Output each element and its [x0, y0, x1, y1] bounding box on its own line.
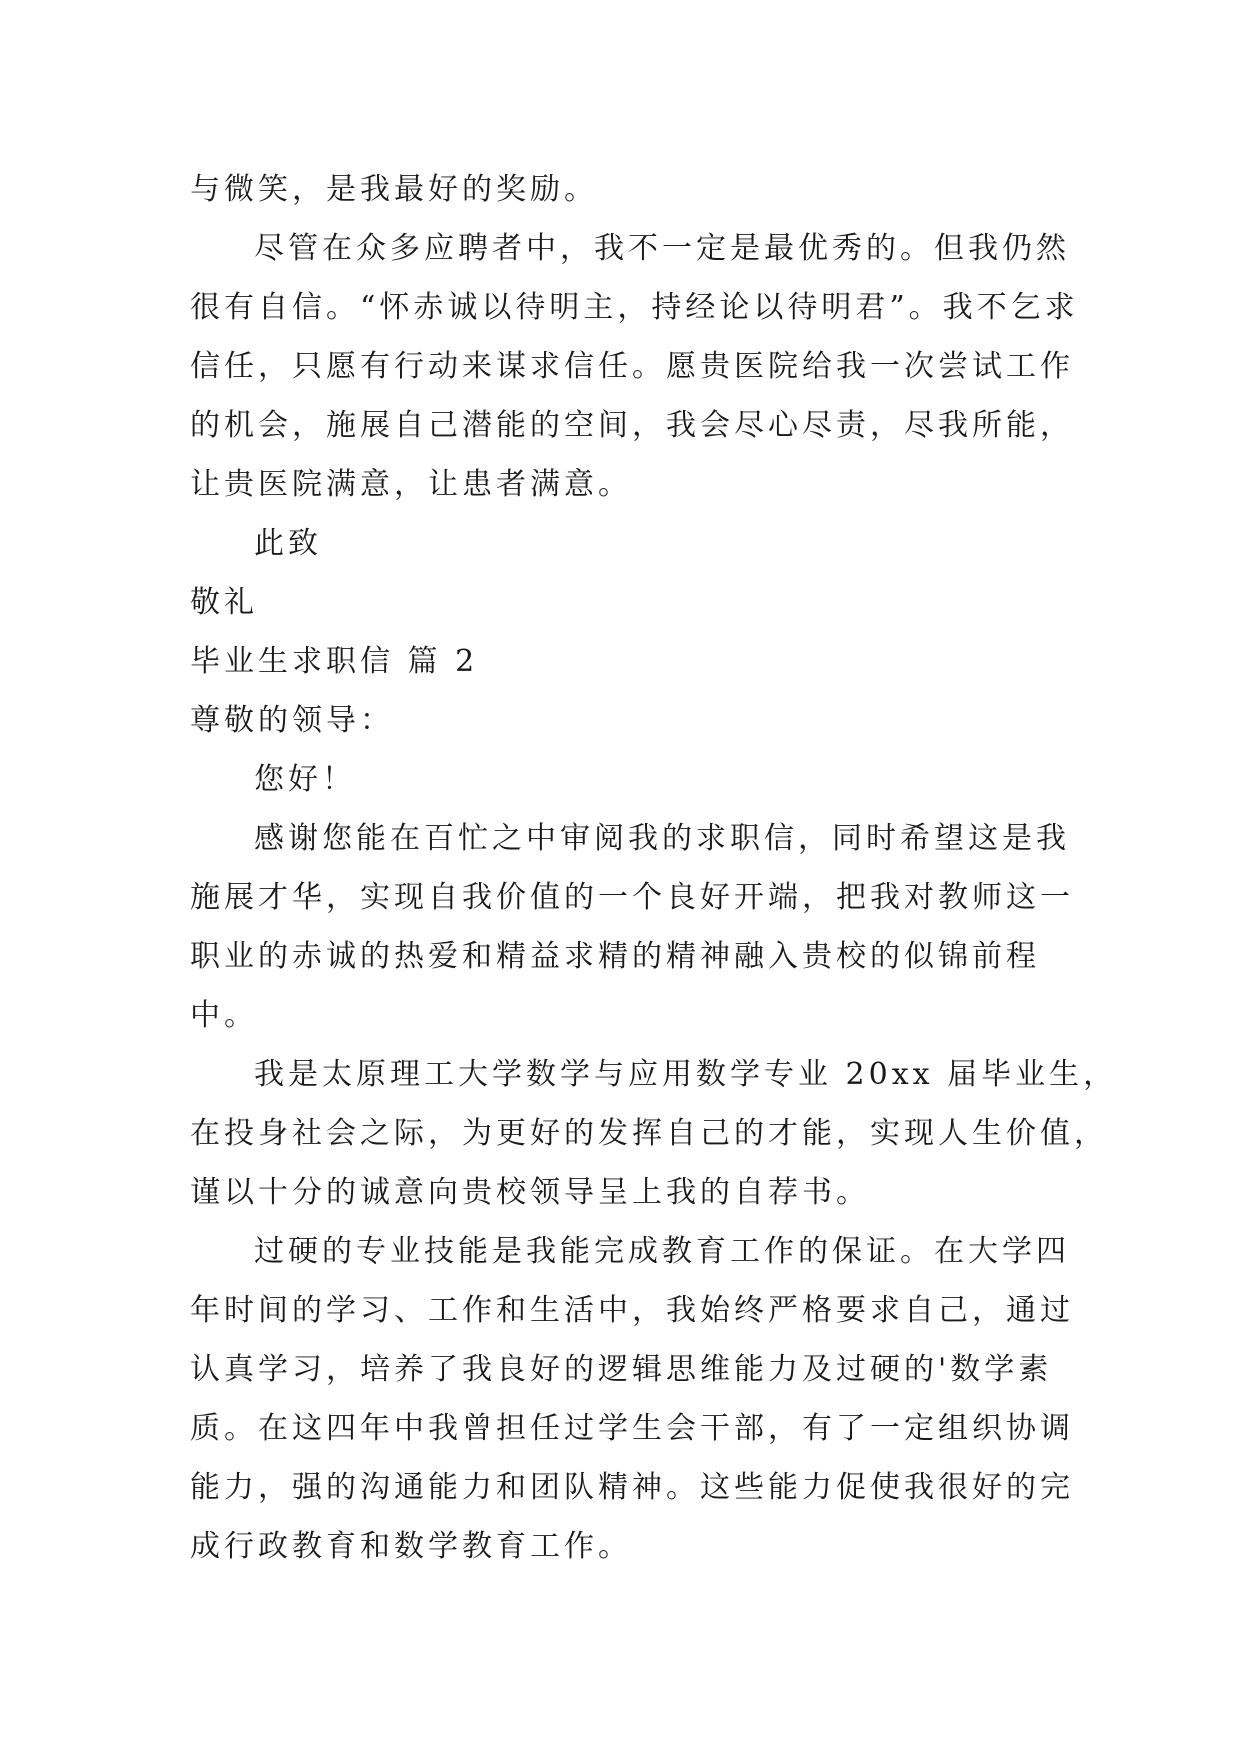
text-line: 过硬的专业技能是我能完成教育工作的保证。在大学四	[254, 1234, 1070, 1269]
text-line: 您好！	[254, 762, 356, 797]
text-line: 认真学习，培养了我良好的逻辑思维能力及过硬的'数学素	[190, 1352, 1053, 1387]
text-line: 成行政教育和数学教育工作。	[190, 1529, 632, 1564]
letter-body	[190, 160, 1118, 1576]
text-line: 能力，强的沟通能力和团队精神。这些能力促使我很好的完	[190, 1470, 1074, 1505]
text-line: 我是太原理工大学数学与应用数学专业 20xx 届毕业生，	[254, 1057, 1118, 1092]
text-line: 此致	[254, 526, 322, 561]
text-line: 的机会，施展自己潜能的空间，我会尽心尽责，尽我所能，	[190, 408, 1074, 443]
text-line: 敬礼	[190, 585, 258, 620]
text-line: 谨以十分的诚意向贵校领导呈上我的自荐书。	[190, 1175, 870, 1210]
text-line: 感谢您能在百忙之中审阅我的求职信，同时希望这是我	[254, 821, 1070, 856]
text-line: 在投身社会之际，为更好的发挥自己的才能，实现人生价值，	[190, 1116, 1108, 1151]
text-line: 年时间的学习、工作和生活中，我始终严格要求自己，通过	[190, 1293, 1074, 1328]
text-line: 尊敬的领导：	[190, 703, 394, 738]
text-line: 与微笑，是我最好的奖励。	[190, 172, 598, 207]
text-line: 中。	[190, 998, 258, 1033]
text-line: 信任，只愿有行动来谋求信任。愿贵医院给我一次尝试工作	[190, 349, 1074, 384]
text-line: 施展才华，实现自我价值的一个良好开端，把我对教师这一	[190, 880, 1074, 915]
text-line: 质。在这四年中我曾担任过学生会干部，有了一定组织协调	[190, 1411, 1074, 1446]
text-line: 毕业生求职信 篇 2	[190, 644, 479, 679]
text-line: 很有自信。“怀赤诚以待明主，持经论以待明君”。我不乞求	[190, 290, 1079, 325]
text-line: 职业的赤诚的热爱和精益求精的精神融入贵校的似锦前程	[190, 939, 1040, 974]
text-line: 尽管在众多应聘者中，我不一定是最优秀的。但我仍然	[254, 231, 1070, 266]
text-line: 让贵医院满意，让患者满意。	[190, 467, 632, 502]
